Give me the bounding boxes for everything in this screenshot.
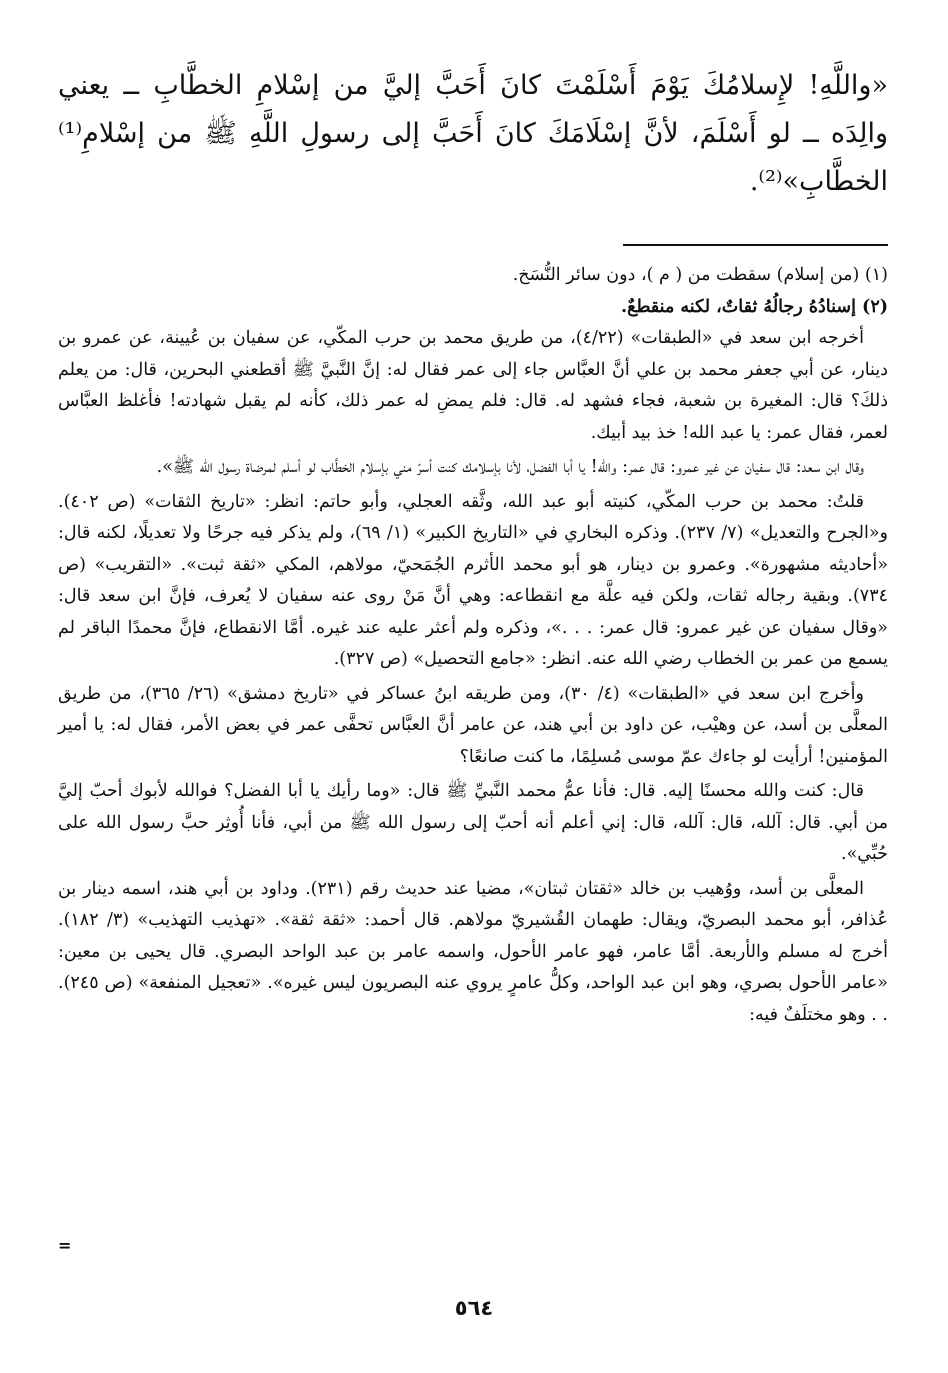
footnote-1: (١) (من إسلام) سقطت من ( م )، دون سائر النُّسَخ. [512,265,888,285]
page-number: ٥٦٤ [454,1296,494,1320]
footnote-paragraph-3: قلتُ: محمد بن حرب المكّي، كنيته أبو عبد الله، وثَّقه العجلي، وأبو حاتم: انظر: «تاريخ الثقات» (ص ٤٠٢). و«الجرح والتعديل» (٧/ ٢٣٧). وذكره البخاري في «التاريخ الكبير» (١/ ٦٩)، ولم يذكر فيه جرحًا ولا تعديلًا، لكنه قال: «أحاديثه مشهورة». وعمرو بن دينار، هو أبو محمد الأثرم الجُمَحيّ، مولاهم، المكي «ثقة ثبت». «التقريب» (ص ٧٣٤). وبقية رجاله ثقات، ولكن فيه علَّة مع انقطاعه: وهي أنَّ مَنْ روى عنه سفيان لا يُعرف، فإنَّ ابن سعد قال: «وقال سفيان عن غير عمرو: قال عمر: . . .»، وذكره ولم أعثر عليه عند غيره. أمَّا الانقطاع، فإنَّ محمدًا الباقر لم يسمع من عمر بن الخطاب رضي الله عنه. انظر: «جامع التحصيل» (ص ٣٢٧). [58,491,888,669]
footnote-2-heading: (٢) إسنادُهُ رجالُهُ ثقاتٌ، لكنه منقطعٌ. [621,296,888,317]
footnote-paragraph-2: وقال ابن سعد: قال سفيان عن غير عمرو: قال عمر: والله! يا أبا الفضل، لأنا بإسلامك كنت أسرّ مني بإسلام الخطَّاب لو أسلم لمرضاة رسول الله ﷺ». [156,457,864,477]
footnote-separator [623,244,888,246]
continuation-mark: = [58,1236,72,1255]
footnote-paragraph-1: أخرجه ابن سعد في «الطبقات» (٤/٢٢)، من طريق محمد بن حرب المكّي، عن سفيان بن عُيينة، عن عمرو بن دينار، عن أبي جعفر محمد بن علي أنَّ العبَّاس جاء إلى عمر فقال له: إنَّ النَّبيَّ ﷺ أقطعني البحرين، قال: من يعلم ذلكَ؟ قال: المغيرة بن شعبة، فجاء فشهد له. قال: فلم يمضِ له عمر ذلك، كأنه لم يقبل شهادته! فأغلظ العبَّاس لعمر، فقال عمر: يا عبد الله! خذ بيد أبيك. [58,328,888,443]
footnote-paragraph-5: قال: كنت والله محسنًا إليه. قال: فأنا عمُّ محمد النَّبيِّ ﷺ قال: «وما رأيك يا أبا الفضل؟ فوالله لأبوك أحبّ إليَّ من أبي. قال: آلله، قال: آلله، قال: إني أعلم أنه أحبّ إلى رسول الله ﷺ من أبي، فأنا أُوثِر حبَّ رسول الله على حُبِّي». [58,781,888,864]
footnote-paragraph-4: وأخرج ابن سعد في «الطبقات» (٤/ ٣٠)، ومن طريقه ابنُ عساكر في «تاريخ دمشق» (٢٦/ ٣٦٥)، من طريق المعلَّى بن أسد، عن وهيْب، عن داود بن أبي هند، عن عامر أنَّ العبَّاس تحفَّى عمر في بعض الأمر، فقال له: يا أمير المؤمنين! أرأيت لو جاءك عمّ موسى مُسلِمًا، ما كنت صانعًا؟ [58,683,888,767]
main-hadith-text: «واللَّهِ! لإِسلامُكَ يَوْمَ أَسْلَمْتَ كانَ أَحَبَّ إليَّ من إسْلامِ الخطَّابِ ــ يعني والِدَه ــ لو أَسْلَمَ، لأنَّ إسْلَامَكَ كانَ أَحَبَّ إلى رسولِ اللَّهِ ﷺ من إسْلامِ⁽¹⁾ الخطَّابِ»⁽²⁾. [58,70,888,197]
page-content [58,62,888,1342]
footnotes-section [58,260,888,1031]
footnote-paragraph-6: المعلَّى بن أسد، ووُهيب بن خالد «ثقتان ثبتان»، مضيا عند حديث رقم (٢٣١). وداود بن أبي هند، اسمه دينار بن عُذافر، أبو محمد البصريّ، ويقال: طهمان القُشيريّ مولاهم. قال أحمد: «ثقة ثقة». «تهذيب التهذيب» (٣/ ١٨٢). أخرج له مسلم والأربعة. أمَّا عامر، فهو عامر الأحول، واسمه عامر بن عبد الواحد البصري. قال يحيى بن معين: «عامر الأحول بصري، وهو ابن عبد الواحد، وكلُّ عامرٍ يروي عنه البصريون ليس غيره». «تعجيل المنفعة» (ص ٢٤٥). . . وهو مختلَفٌ فيه: [58,878,889,1025]
